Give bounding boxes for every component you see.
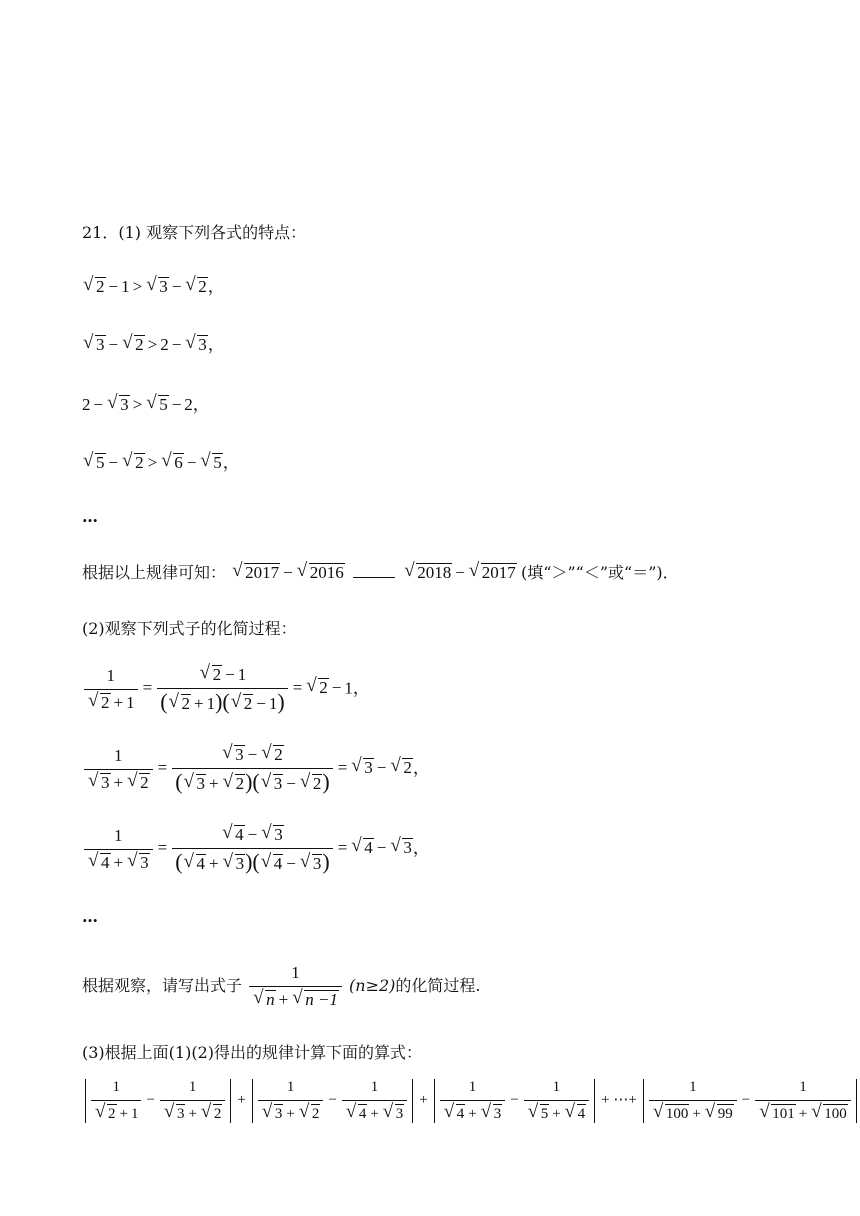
question-number-text: 21．(1) 观察下列各式的特点： bbox=[82, 223, 307, 242]
sqrt-2018: √ 2018 bbox=[404, 562, 452, 584]
sqrt-2017: √ 2017 bbox=[232, 562, 280, 584]
conclusion-prefix: 根据以上规律可知： bbox=[82, 563, 227, 582]
part3-header: (3)根据上面(1)(2)得出的规律计算下面的算式： bbox=[82, 1043, 422, 1062]
task-prefix: 根据观察，请写出式子 bbox=[82, 976, 243, 995]
inequality-1: √ 2 − 1 >√ 3 −√ 2， bbox=[82, 276, 225, 298]
general-fraction: 1 √ n +√ n −1 bbox=[249, 962, 342, 1011]
inequality-4: √ 5 −√ 2 >√ 6 −√ 5， bbox=[82, 452, 240, 474]
answer-blank[interactable] bbox=[353, 563, 395, 578]
part1-conclusion: 根据以上规律可知： √ 2017 −√ 2016 √ 2018 −√ 2017 (填“＞”“＜”或“＝”)． bbox=[82, 562, 679, 584]
n-condition: (n≥2) bbox=[349, 976, 396, 995]
inequality-2: √ 3 −√ 2 > 2 −√ 3， bbox=[82, 334, 225, 356]
simplification-1: 1 √ 2 + 1 = √ $\frac{2 - 1}{(√ 2 + 1)(√ 2 - 1)}$ =√ 2 − 1， bbox=[82, 664, 370, 715]
simplification-2: 1 √ 3 +√ 2 = √ $\frac{3 -√ 2}{(√ 3 +√ 2)(√ 3 -√ 2)}$ =√ 3 −√ 2， bbox=[82, 744, 430, 795]
question-header bbox=[82, 222, 306, 244]
simplification-3: 1 √ 4 +√ 3 = √ $\frac{4 -√ 3}{(√ 4 +√ 3)(√ 4 -√ 3)}$ =√ 4 −√ 3， bbox=[82, 824, 430, 875]
part3-expression: 1 √ 2 + 1 − 1 √ 3 +√ 2 + 1 √ 3 +√ 2 − 1 √ 4 +√ 3 + 1 √ 4 +√ 3 − 1 √ 5 +√ 4 + ⋯+ 1 √ 100 +√ 99 − 1 √ 101 +√ 100 bbox=[82, 1076, 860, 1125]
conclusion-suffix: (填“＞”“＜”或“＝”)． bbox=[521, 563, 679, 582]
sqrt-2016: √ 2016 bbox=[297, 562, 345, 584]
ellipsis-2: … bbox=[82, 907, 99, 926]
task-suffix: 的化简过程. bbox=[395, 976, 481, 995]
inequality-3: 2 −√ 3 >√ 5 − 2， bbox=[82, 394, 210, 416]
part2-header: (2)观察下列式子的化简过程： bbox=[82, 619, 297, 638]
ellipsis-1: … bbox=[82, 507, 99, 526]
sqrt-2017b: √ 2017 bbox=[469, 562, 517, 584]
part2-task bbox=[82, 962, 481, 1011]
